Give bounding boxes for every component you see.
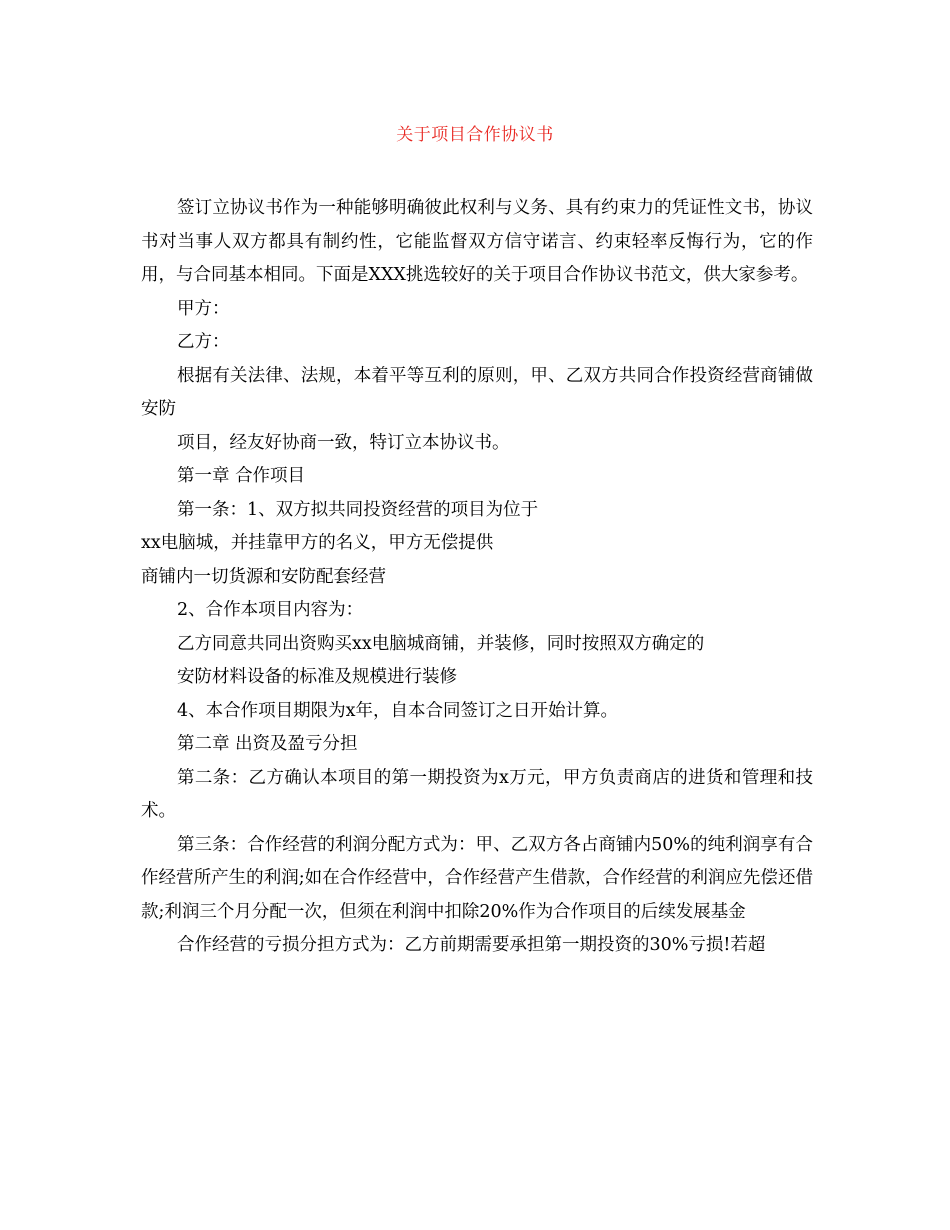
article-one-line: 第一条：1、双方拟共同投资经营的项目为位于	[177, 499, 539, 520]
chapter-one-heading: 第一章 合作项目	[177, 466, 306, 486]
article-three-paragraph: 第三条：合作经营的利润分配方式为：甲、乙双方各占商铺内50%的纯利润享有合作经营所产生的利润;如在合作经营中，合作经营产生借款，合作经营的利润应先偿还借款;利润三个月分配一次，但须在利润中扣除20%作为合作项目的后续发展基金	[141, 834, 813, 922]
loss-sharing-paragraph: 合作经营的亏损分担方式为：乙方前期需要承担第一期投资的30%亏损!若超	[177, 935, 766, 955]
item-two-heading: 2、合作本项目内容为：	[177, 600, 364, 620]
intro-paragraph: 签订立协议书作为一种能够明确彼此权利与义务、具有约束力的凭证性文书，协议书对当事人双方都具有制约性，它能监督双方信守诺言、约束轻率反悔行为，它的作用，与合同基本相同。下面是XXX挑选较好的关于项目合作协议书范文，供大家参考。	[141, 198, 813, 285]
item-two-content: 乙方同意共同出资购买xx电脑城商铺，并装修，同时按照双方确定的	[177, 633, 705, 654]
document-title: 关于项目合作协议书	[396, 125, 554, 145]
party-a-label: 甲方：	[177, 298, 230, 319]
chapter-two-heading: 第二章 出资及盈亏分担	[177, 734, 358, 754]
document-body	[141, 192, 813, 963]
article-one-location: xx电脑城，并挂靠甲方的名义，甲方无偿提供	[141, 533, 494, 553]
article-one-supply: 商铺内一切货源和安防配套经营	[141, 566, 386, 587]
article-two-paragraph: 第二条：乙方确认本项目的第一期投资为x万元，甲方负责商店的进货和管理和技术。	[141, 767, 813, 821]
item-four-term: 4、本合作项目期限为x年，自本合同签订之日开始计算。	[177, 700, 619, 721]
basis-paragraph: 根据有关法律、法规，本着平等互利的原则，甲、乙双方共同合作投资经营商铺做安防	[141, 365, 813, 419]
agreement-line: 项目，经友好协商一致，特订立本协议书。	[177, 432, 510, 453]
item-two-standard: 安防材料设备的标准及规模进行装修	[177, 667, 457, 687]
party-b-label: 乙方：	[177, 332, 230, 352]
